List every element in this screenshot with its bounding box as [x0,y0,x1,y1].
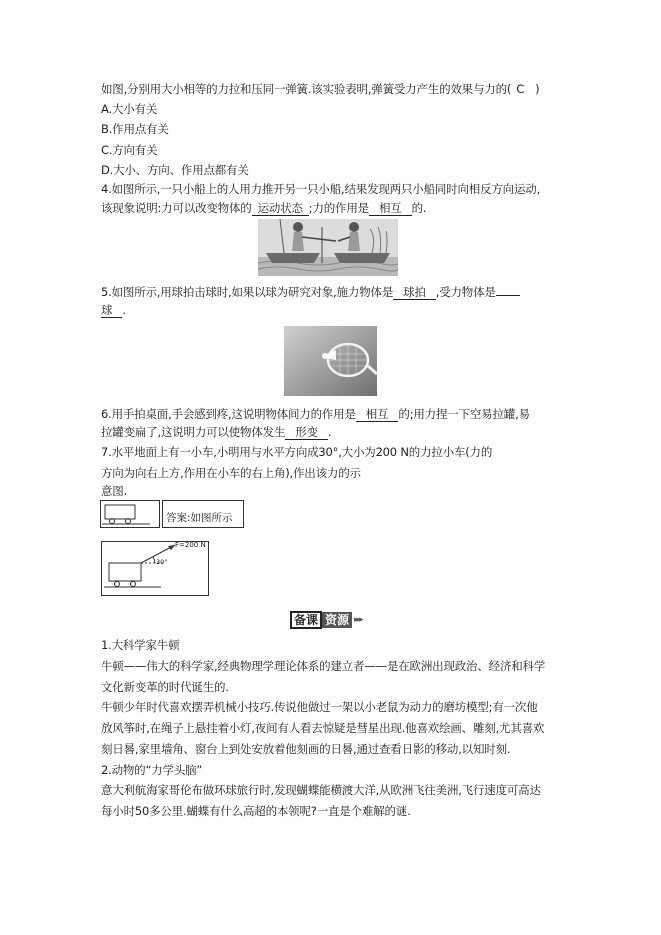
q4-text-a: 该现象说明:力可以改变物体的 [101,201,252,215]
q6-text-a: 6.用手拍桌面,手会感到疼,这说明物体间力的作用是 [101,407,356,421]
resource-p3-line1: 意大利航海家哥伦布做环球旅行时,发现蝴蝶能横渡大洋,从欧洲飞往美洲,飞行速度可高达 [101,783,541,797]
boats-figure [258,219,398,276]
resources-banner [290,611,362,629]
resource-p2-line1: 牛顿少年时代喜欢摆弄机械小技巧.传说他做过一架以小老鼠为动力的磨坊模型;有一次他 [101,700,538,714]
resource-p1-line2: 文化新变革的时代诞生的. [101,680,229,694]
q7-line1: 7.水平地面上有一小车,小明用与水平方向成30°,大小为200 N的力拉小车(力的 [101,445,493,459]
q5-blank1: 球拍 [393,286,436,300]
q3-option-d: D.大小、方向、作用点都有关 [101,163,249,177]
force-label: F=200 N [175,541,206,549]
q4-text-c: 的. [411,201,427,215]
q6-line2 [101,425,331,440]
q6-text-d: . [327,425,332,439]
q3-stem [101,82,539,97]
q4-line1: 4.如图所示,一只小船上的人用力推开另一只小船,结果发现两只小船同时向相反方向运动, [101,182,541,196]
banner-arrows-icon: ▸▸▸ [354,615,362,625]
q6-text-b: 的;用力捏一下空易拉罐,易 [398,407,530,421]
q5-end: . [122,303,126,317]
q5-blank2-start [496,295,520,296]
resource-p1-line1: 牛顿——伟大的科学家,经典物理学理论体系的建立者——是在欧洲出现政治、经济和科学 [101,659,546,673]
q6-blank1: 相互 [356,408,399,422]
cart-force-diagram [101,541,209,596]
q5-text-a: 5.如图所示,用球拍击球时,如果以球为研究对象,施力物体是 [101,285,394,299]
q5-text-b: ,受力物体是 [435,285,496,299]
banner-part-b: 资源 [322,612,352,628]
q3-option-c: C.方向有关 [101,143,158,157]
q6-text-c: 拉罐变扁了,这说明力可以使物体发生 [101,425,286,439]
q6-line1 [101,407,530,422]
banner-part-a: 备课 [290,611,322,629]
q7-answer: 答案:如图所示 [162,500,244,528]
q4-blank1: 运动状态 [252,202,309,216]
q5-blank2: 球 [101,304,122,318]
resource-p3-line2: 每小时50多公里.蝴蝶有什么高超的本领呢?一直是个难解的谜. [101,804,411,818]
resource-heading-2: 2.动物的“力学头脑” [101,763,203,777]
q3-answer: C [516,82,525,96]
angle-label: 30° [156,558,168,566]
q6-blank2: 形变 [285,426,328,440]
q7-line3: 意图. [101,484,128,498]
q3-stem-text: 如图,分别用大小相等的力拉和压同一弹簧.该实验表明,弹簧受力产生的效果与力的( [101,82,512,96]
q4-line2 [101,201,426,216]
racket-figure [284,326,377,396]
resource-p2-line2: 放风筝时,在绳子上悬挂着小灯,夜间有人看去惊疑是彗星出现.他喜欢绘画、雕刻,尤其喜欢 [101,721,545,735]
resource-heading-1: 1.大科学家牛顿 [101,638,180,652]
q4-blank2: 相互 [369,202,412,216]
cart-figure-question [100,500,160,528]
q5-line1 [101,285,520,300]
q3-close: ) [535,82,540,96]
resource-p2-line3: 刻日晷,家里墙角、窗台上到处安放着他刻画的日晷,通过查看日影的移动,以知时刻. [101,742,511,756]
q4-text-b: ;力的作用是 [308,201,369,215]
q3-option-b: B.作用点有关 [101,122,169,136]
q5-line2 [101,303,126,318]
q3-option-a: A.大小有关 [101,102,158,116]
q7-line2: 方向为向右上方,作用在小车的右上角),作出该力的示 [101,466,361,480]
